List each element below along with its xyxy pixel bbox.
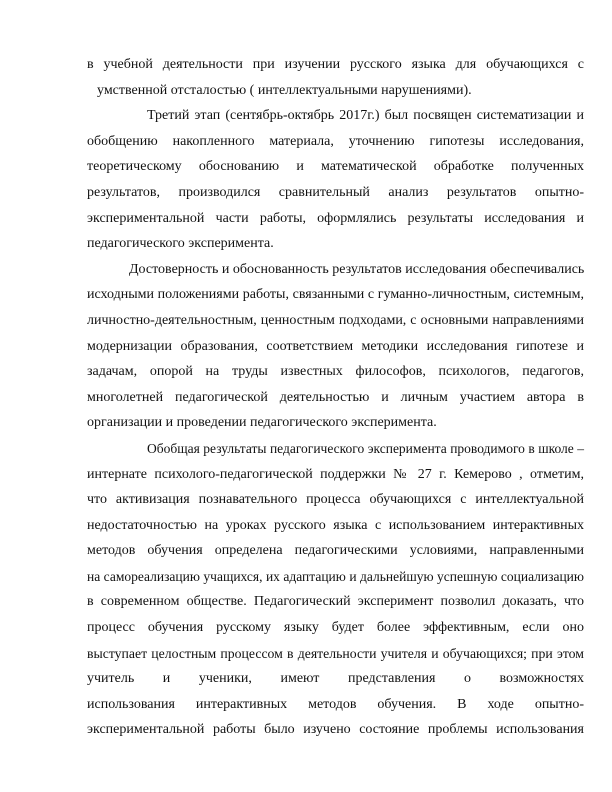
text-line: интернате психолого-педагогической поддержки № 27 г. Кемерово , отметим, xyxy=(87,466,584,482)
text-line: на самореализацию учащихся, их адаптацию и дальнейшую успешную социализацию xyxy=(87,568,584,584)
text-line: использования интерактивных методов обучения. В ходе опытно- xyxy=(87,696,584,712)
text-line: экспериментальной части работы, оформлялись результаты исследования и xyxy=(87,210,584,226)
text-line: выступает целостным процессом в деятельности учителя и обучающихся; при этом xyxy=(87,645,584,661)
paragraph-intro-continuation xyxy=(87,52,584,103)
text-line: Достоверность и обоснованность результатов исследования обеспечивались xyxy=(129,261,585,277)
text-line: процесс обучения русскому языку будет более эффективным, если оно xyxy=(87,620,584,636)
text-line: учитель и ученики, имеют представления о возможностях xyxy=(87,671,584,687)
text-line: в учебной деятельности при изучении русского языка для обучающихся с xyxy=(87,57,584,72)
paragraph-third-stage xyxy=(87,103,584,257)
text-line: Третий этап (сентябрь-октябрь 2017г.) был посвящен систематизации и xyxy=(147,108,584,124)
text-line: модернизации образования, соответствием методики исследования гипотезе и xyxy=(87,338,584,354)
text-line: что активизация познавательного процесса обучающихся с интеллектуальной xyxy=(87,492,584,508)
text-line: экспериментальной работы было изучено состояние проблемы использования xyxy=(87,722,584,738)
text-line: недостаточностью на уроках русского языка с использованием интерактивных xyxy=(87,517,584,533)
paragraph-reliability xyxy=(87,257,584,436)
text-line: обобщению накопленного материала, уточнению гипотезы исследования, xyxy=(87,133,584,149)
text-line: результатов, производился сравнительный анализ результатов опытно- xyxy=(87,184,584,200)
text-line: в современном обществе. Педагогический эксперимент позволил доказать, что xyxy=(87,594,584,610)
text-line: задачам, опорой на труды известных философов, психологов, педагогов, xyxy=(87,364,584,380)
text-line: организации и проведении педагогического эксперимента. xyxy=(87,415,437,431)
document-body xyxy=(87,52,584,743)
text-line: многолетней педагогической деятельностью и личным участием автора в xyxy=(87,389,584,405)
paragraph-summary xyxy=(87,436,584,743)
text-line: Обобщая результаты педагогического эксперимента проводимого в школе – xyxy=(147,440,584,456)
text-line: умственной отсталостью ( интеллектуальными нарушениями). xyxy=(97,82,472,98)
text-line: педагогического эксперимента. xyxy=(87,236,274,252)
text-line: исходными положениями работы, связанными с гуманно-личностным, системным, xyxy=(87,287,584,303)
text-line: методов обучения определена педагогическими условиями, направленными xyxy=(87,543,584,559)
text-line: теоретическому обоснованию и математической обработке полученных xyxy=(87,159,584,175)
text-line: личностно-деятельностным, ценностным подходами, с основными направлениями xyxy=(87,312,584,328)
